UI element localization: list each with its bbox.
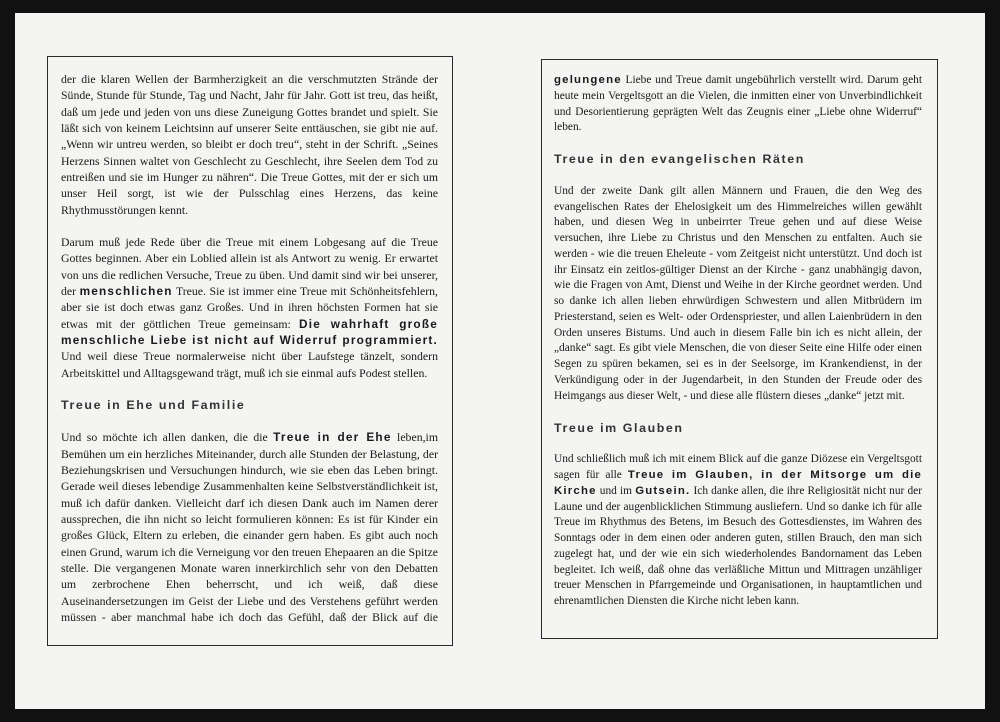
emphasis: Treue im Glauben, in der Mitsorge um die Kirche — [554, 469, 922, 497]
text-run: Liebe und Treue damit ungebührlich verstellt wird. Darum geht heute mein Vergeltsgott an die Vielen, die inmitten einer von Unverbindlichkeit und Desorientierung geprägten Welt das Zeugnis einer „Liebe ohne Widerruf“ leben. — [554, 74, 922, 134]
text-run: Und weil diese Treue normalerweise nicht über Laufstege tänzelt, sondern Arbeitskittel und Alltagsgewand trägt, muß ich sie einmal aufs Podest stellen. — [61, 349, 438, 380]
right-page-column — [554, 73, 922, 610]
text-run: Und so möchte ich allen danken, die die — [61, 430, 274, 445]
paragraph: der die klaren Wellen der Barmherzigkeit an die verschmutzten Strände der Sünde, Stunde für Stunde, Tag und Nacht, Jahr für Jahr. Gott ist treu, das heißt, daß um jede und jeden von uns diese Zuneigung Gottes brandet und spielt. Sie läßt sich von keinem Leichtsinn auf unserer Seite enttäuschen, sie gibt nie auf. „Wenn wir untreu werden, so bleibt er doch treu“, steht in der Schrift. „Seines Herzens Sinnen waltet von Geschlecht zu Geschlecht, ihre Seelen dem Tod zu entreißen und sie im Hunger zu nähren“. Die Treue Gottes, mit der er sich um unser Heil sorgt, ist wie der Pulsschlag eines Herzens, das keine Rhythmusstörungen kennt. — [61, 72, 438, 217]
emphasis: gelungene — [554, 74, 622, 86]
paragraph — [61, 429, 438, 625]
emphasis: menschlichen — [79, 283, 173, 298]
emphasis: Treue in der Ehe — [273, 430, 392, 445]
emphasis: Gutsein. — [635, 484, 691, 497]
text-run: Treue. Sie ist immer eine Treue mit Schönheitsfehlern, aber sie ist doch etwas ganz Großes. Und in ihren höchsten Formen hat sie etwas mit der göttlichen Treue gemeinsam: — [61, 283, 438, 331]
section-heading: Treue im Glauben — [554, 420, 684, 435]
text-run: leben,im Bemühen um ein herzliches Miteinander, durch alle Stunden der Belastung, der Beziehungskrisen und Versuchungen hindurch, wie sie eben das Leben bringt. Gerade weil dieses lebendige Zusammenhalten keine Selbstverständlichkeit ist, muß ich dafür danken. Vielleicht darf ich diesen Dank auch im Namen derer aussprechen, die ihn nicht so leicht formulieren können: Es ist für Kinder ein großes Glück, Eltern zu erleben, die einander gern haben. Es gibt auch noch einen Grund, warum ich die Verneigung vor den treuen Ehepaaren an die Spitze stelle. Die vergangenen Monate waren innerkirchlich sehr von den Debatten um zerbrochene Ehen beherrscht, und ich weiß, daß diese Auseinandersetzungen im Geist der Liebe und des Verstehens geführt werden müssen - aber manchmal habe ich doch das Gefühl, daß der Blick auf die — [61, 430, 438, 624]
paragraph: Und der zweite Dank gilt allen Männern und Frauen, die den Weg des evangelischen Rates der Ehelosigkeit um des Himmelreiches willen gewählt haben, und diesen Weg in unbeirrter Treue gehen und auf diese Weise versuchen, ihre Liebe zu Christus und den Menschen zu entfalten. Auch sie werden - wie die treuen Eheleute - vom Zeitgeist nicht unterstützt. Und doch ist ihr Einsatz ein zeitlos-gültiger Dienst an der Kirche - ganz unabhängig davon, wie die Fragen von Amt, Dienst und Weihe in der Kirche geordnet werden. Und so danke ich allen lieben ehrwürdigen Schwestern und allen Mitbrüdern im Priesterstand, seien es Welt- oder Ordenspriester, und allen Laienbrüdern in den Orden unseres Bistums. Und auch in diesem Falle bin ich es nicht allein, der „danke“ sagt. Es gibt viele Menschen, die von dieser Seite eine Hilfe oder einen Segen zu spüren bekamen, sei es in der Seelsorge, im Krankendienst, in der Verkündigung oder in der Jugendarbeit, in den Stunden der Freude oder des Heimgangs aus dieser Welt, - und diese alle flüstern dieses „danke“ jetzt mit. — [554, 184, 922, 402]
section-heading: Treue in Ehe und Familie — [61, 397, 246, 412]
text-run: und im — [596, 484, 636, 497]
text-run: Und schließlich muß ich mit einem Blick auf die ganze Diözese ein Vergeltsgott sagen für alle — [554, 453, 922, 482]
paragraph — [554, 452, 922, 610]
paragraph — [554, 73, 922, 136]
paragraph — [61, 234, 438, 381]
text-run: Darum muß jede Rede über die Treue mit einem Lobgesang auf die Treue Gottes beginnen. Aber ein Loblied allein ist als Antwort zu wenig. Er erwartet von uns die redlichen Versuche, Treue zu üben. Und damit sind wir bei unserer, der — [61, 234, 438, 298]
emphasis: Die wahrhaft große menschliche Liebe ist nicht auf Widerruf programmiert. — [61, 316, 438, 347]
left-page-column — [61, 71, 438, 625]
section-heading: Treue in den evangelischen Räten — [554, 152, 805, 167]
text-run: Ich danke allen, die ihre Religiosität nicht nur der Laune und der augenblicklichen Stimmung ausliefern. Und so danke ich für alle Treue im Rhythmus des Betens, im Besuch des Gottesdienstes, im Wahren des Sonntags oder in dem einen oder anderen guten, stillen Brauch, den man sich zugelegt hat, und der wie ein sich wiederholendes Bandornament das Leben begleitet. Ich weiß, daß ohne das verläßliche Mittun und Mittragen unzähliger treuer Menschen in Pfarrgemeinde und Organisationen, in hauptamtlichen und ehrenamtlichen Diensten die Kirche nicht leben kann. — [554, 484, 922, 608]
